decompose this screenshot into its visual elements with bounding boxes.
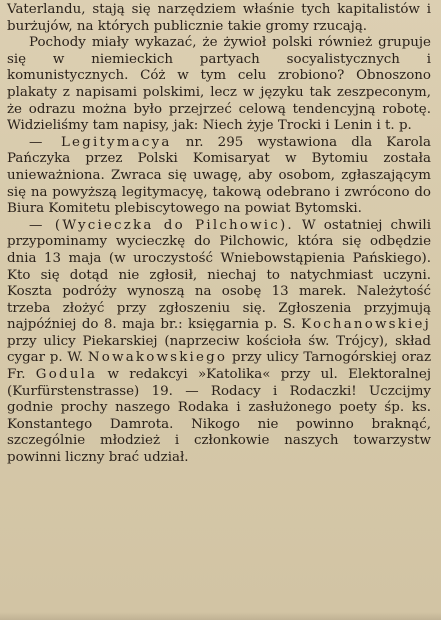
page-bottom-edge <box>0 612 441 620</box>
spaced-name: Kochanowskiej <box>301 317 431 333</box>
article-paragraph-intro <box>7 2 431 35</box>
paragraph-text: nr. 295 wystawiona dla Karola Pańczyka przez Polski Komisaryat w Bytomiu została unieważniona. Zwraca się uwagę, aby osobom, zgłaszającym się na powyższą legitymacyę, takową odebrano i zwrócono do Biura Komitetu plebiscytowego na powiat Bytomski. <box>7 134 431 217</box>
paragraph-text: przy ulicy Piekarskiej (naprzeciw kościoła św. Trójcy), skład cygar p. W. <box>7 333 431 366</box>
paragraph-text: przy ulicy Tarnogórskiej oraz Fr. <box>7 350 432 383</box>
spaced-name: Nowakowskiego <box>87 350 228 366</box>
paragraph-text: w redakcyi »Katolika« przy ul. Elektoralnej (Kurfürstenstrasse) 19. — Rodacy i Rodaczki! Uczcijmy godnie prochy naszego Rodaka i zasłużonego poety śp. ks. Konstantego Damrota. Nikogo nie powinno braknąć, szczególnie młodzież i członkowie naszych towarzystw powinni liczny brać udział. <box>7 367 432 466</box>
article-paragraph-processions <box>7 35 431 135</box>
paragraph-lead-spaced: — Legitymacya <box>29 134 172 150</box>
paragraph-text: Pochody miały wykazać, że żywioł polski również grupuje się w niemieckich partyach socyalistycznych i komunistycznych. Cóż w tym celu zrobiono? Obnoszono plakaty z napisami polskimi, lecz w języku tak zeszpeconym, że odrazu można było przejrzeć celową tendencyjną robotę. Widzieliśmy tam napisy, jak: Niech żyje Trocki i Lenin i t. p. <box>7 35 431 134</box>
article-paragraph-legitimation <box>7 135 431 218</box>
spaced-name: Godula <box>35 367 98 383</box>
paragraph-text: Vaterlandu, stają się narzędziem właśnie tych kapitalistów i burżujów, na których publicznie takie gromy rzucają. <box>7 2 431 34</box>
paragraph-lead-spaced: — (Wycieczka do Pilchowic). <box>29 217 294 233</box>
article-paragraph-excursion <box>7 218 431 467</box>
paragraph-text: W ostatniej chwili przypominamy wycieczkę do Pilchowic, która się odbędzie dnia 13 maja (w uroczystość Wniebowstąpienia Pańskiego). Kto się dotąd nie zgłosił, niechaj to natychmiast uczyni. Koszta podróży wynoszą na osobę 13 marek. Należytość trzeba złożyć przy zgłoszeniu się. Zgłoszenia przyjmują najpóźniej do 8. maja br.: księgarnia p. S. <box>7 217 431 333</box>
